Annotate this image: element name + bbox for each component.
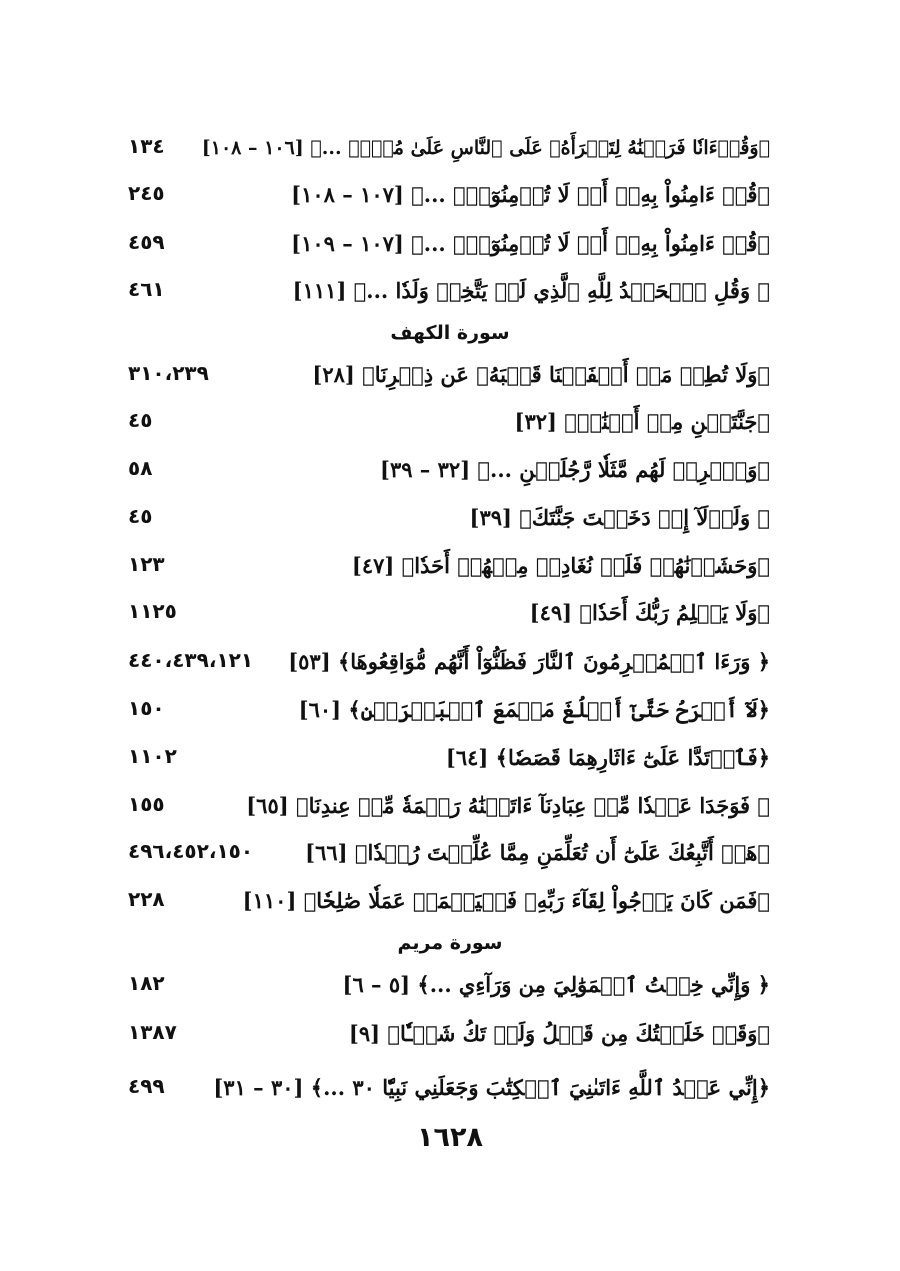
page-references: ١١٠٢ bbox=[128, 744, 177, 768]
verse-text: ﴿إِنِّي عَبۡدُ ٱللَّهِ ءَاتَىٰنِيَ ٱلۡكِتَٰبَ وَجَعَلَنِي نَبِيّٗا ٣٠ ...﴾ [٣٠ – ٣١] bbox=[213, 1075, 770, 1100]
page-references: ٤٥٩ bbox=[128, 230, 165, 254]
page-references: ٤٥ bbox=[128, 408, 153, 432]
index-entry bbox=[120, 274, 770, 314]
page-references: ٣١٠،٢٣٩ bbox=[128, 361, 209, 385]
page-references: ١١٢٥ bbox=[128, 599, 177, 623]
index-entry bbox=[120, 405, 770, 445]
verse-text: ﴿وَحَشَرۡنَٰهُمۡ فَلَمۡ نُغَادِرۡ مِنۡهُمۡ أَحَدٗا﴾ [٤٧] bbox=[351, 553, 770, 578]
page-references: ٤٩٦،٤٥٢،١٥٠ bbox=[128, 839, 254, 863]
verse-text: ﴿فَمَن كَانَ يَرۡجُواْ لِقَآءَ رَبِّهِۦ فَلۡيَعۡمَلۡ عَمَلٗا صَٰلِحٗا﴾ [١١٠] bbox=[242, 888, 770, 913]
index-entry bbox=[120, 453, 770, 493]
index-entry bbox=[120, 596, 770, 636]
verse-text: ﴿وَلَا يَظۡلِمُ رَبُّكَ أَحَدٗا﴾ [٤٩] bbox=[529, 600, 770, 625]
page-references: ١٥٠ bbox=[128, 696, 165, 720]
verse-text: ﴿وَقَدۡ خَلَقۡتُكَ مِن قَبۡلُ وَلَمۡ تَكُ شَيۡـٔٗا﴾ [٩] bbox=[348, 1021, 770, 1046]
verse-text: ﴿وَلَا تُطِعۡ مَنۡ أَغۡفَلۡنَا قَلۡبَهُۥ عَن ذِكۡرِنَا﴾ [٢٨] bbox=[312, 362, 770, 387]
page-references: ١٣٤ bbox=[128, 134, 165, 158]
page-references: ٤٦١ bbox=[128, 277, 165, 301]
verse-text: ﴿ وَقُلِ ٱلۡحَمۡدُ لِلَّهِ ٱلَّذِي لَمۡ يَتَّخِذۡ وَلَدٗا ...﴾ [١١١] bbox=[292, 278, 770, 303]
verse-text: ﴿ فَوَجَدَا عَبۡدٗا مِّنۡ عِبَادِنَآ ءَاتَيۡنَٰهُ رَحۡمَةٗ مِّنۡ عِندِنَا﴾ [٦٥] bbox=[246, 793, 770, 818]
verse-text: ﴿فَٱرۡتَدَّا عَلَىٰٓ ءَاثَارِهِمَا قَصَصٗا﴾ [٦٤] bbox=[445, 745, 770, 770]
index-entry bbox=[120, 131, 770, 171]
verse-text: ﴿هَلۡ أَتَّبِعُكَ عَلَىٰٓ أَن تُعَلِّمَنِ مِمَّا عُلِّمۡتَ رُشۡدٗا﴾ [٦٦] bbox=[305, 840, 770, 865]
verse-text: ﴿وَقُرۡءَانٗا فَرَقۡنَٰهُ لِتَقۡرَأَهُۥ عَلَى ٱلنَّاسِ عَلَىٰ مُكۡثٖ ...﴾ [١٠٦ – ١٠٨] bbox=[201, 137, 770, 159]
index-entry bbox=[120, 358, 770, 398]
index-entry bbox=[120, 501, 770, 541]
index-entry bbox=[120, 227, 770, 267]
page-references: ١٣٨٧ bbox=[128, 1020, 177, 1044]
verse-text: ﴿ وَرَءَا ٱلۡمُجۡرِمُونَ ٱلنَّارَ فَظَنُّوٓاْ أَنَّهُم مُّوَاقِعُوهَا﴾ [٥٣] bbox=[288, 649, 770, 674]
page-references: ٢٢٨ bbox=[128, 887, 165, 911]
surah-heading-kahf: سورة الكهف bbox=[390, 322, 510, 344]
verse-text: ﴿ وَإِنِّي خِفۡتُ ٱلۡمَوَٰلِيَ مِن وَرَآءِي ...﴾ [٥ – ٦] bbox=[342, 972, 770, 997]
index-entry bbox=[120, 884, 770, 924]
verse-text: ﴿قُلۡ ءَامِنُواْ بِهِۦٓ أَوۡ لَا تُؤۡمِنُوٓاْۚ ...﴾ [١٠٧ – ١٠٩] bbox=[291, 231, 770, 256]
index-entry bbox=[120, 836, 770, 876]
page-references: ٤٩٩ bbox=[128, 1074, 165, 1098]
verse-text: ﴿وَٱضۡرِبۡ لَهُم مَّثَلٗا رَّجُلَيۡنِ ...﴾ [٣٢ – ٣٩] bbox=[380, 457, 770, 482]
page-references: ١٢٣ bbox=[128, 552, 165, 576]
index-entry bbox=[120, 1017, 770, 1057]
verse-text: ﴿قُلۡ ءَامِنُواْ بِهِۦٓ أَوۡ لَا تُؤۡمِنُوٓاْۚ ...﴾ [١٠٧ – ١٠٨] bbox=[291, 182, 770, 207]
index-entry bbox=[120, 741, 770, 781]
index-entry bbox=[120, 645, 770, 685]
page-references: ٤٤٠،٤٣٩،١٢١ bbox=[128, 648, 254, 672]
verse-text: ﴿لَآ أَبۡرَحُ حَتَّىٰٓ أَبۡلُغَ مَجۡمَعَ ٱلۡبَحۡرَيۡنِ﴾ [٦٠] bbox=[298, 697, 770, 722]
surah-heading-maryam: سورة مريم bbox=[397, 932, 503, 954]
page-references: ١٨٢ bbox=[128, 971, 165, 995]
page-number: ١٦٢٨ bbox=[417, 1122, 483, 1153]
index-entry bbox=[120, 178, 770, 218]
index-entry bbox=[120, 968, 770, 1008]
index-entry bbox=[120, 789, 770, 829]
page-references: ١٥٥ bbox=[128, 792, 165, 816]
index-entry bbox=[120, 549, 770, 589]
page-references: ٢٤٥ bbox=[128, 181, 165, 205]
verse-text: ﴿جَنَّتَيۡنِ مِنۡ أَعۡنَٰبٖ﴾ [٣٢] bbox=[514, 409, 770, 434]
index-entry bbox=[120, 1071, 770, 1111]
index-entry bbox=[120, 693, 770, 733]
page-references: ٤٥ bbox=[128, 504, 153, 528]
page-references: ٥٨ bbox=[128, 456, 153, 480]
verse-text: ﴿ وَلَوۡلَآ إِذۡ دَخَلۡتَ جَنَّتَكَ﴾ [٣٩] bbox=[469, 505, 770, 530]
